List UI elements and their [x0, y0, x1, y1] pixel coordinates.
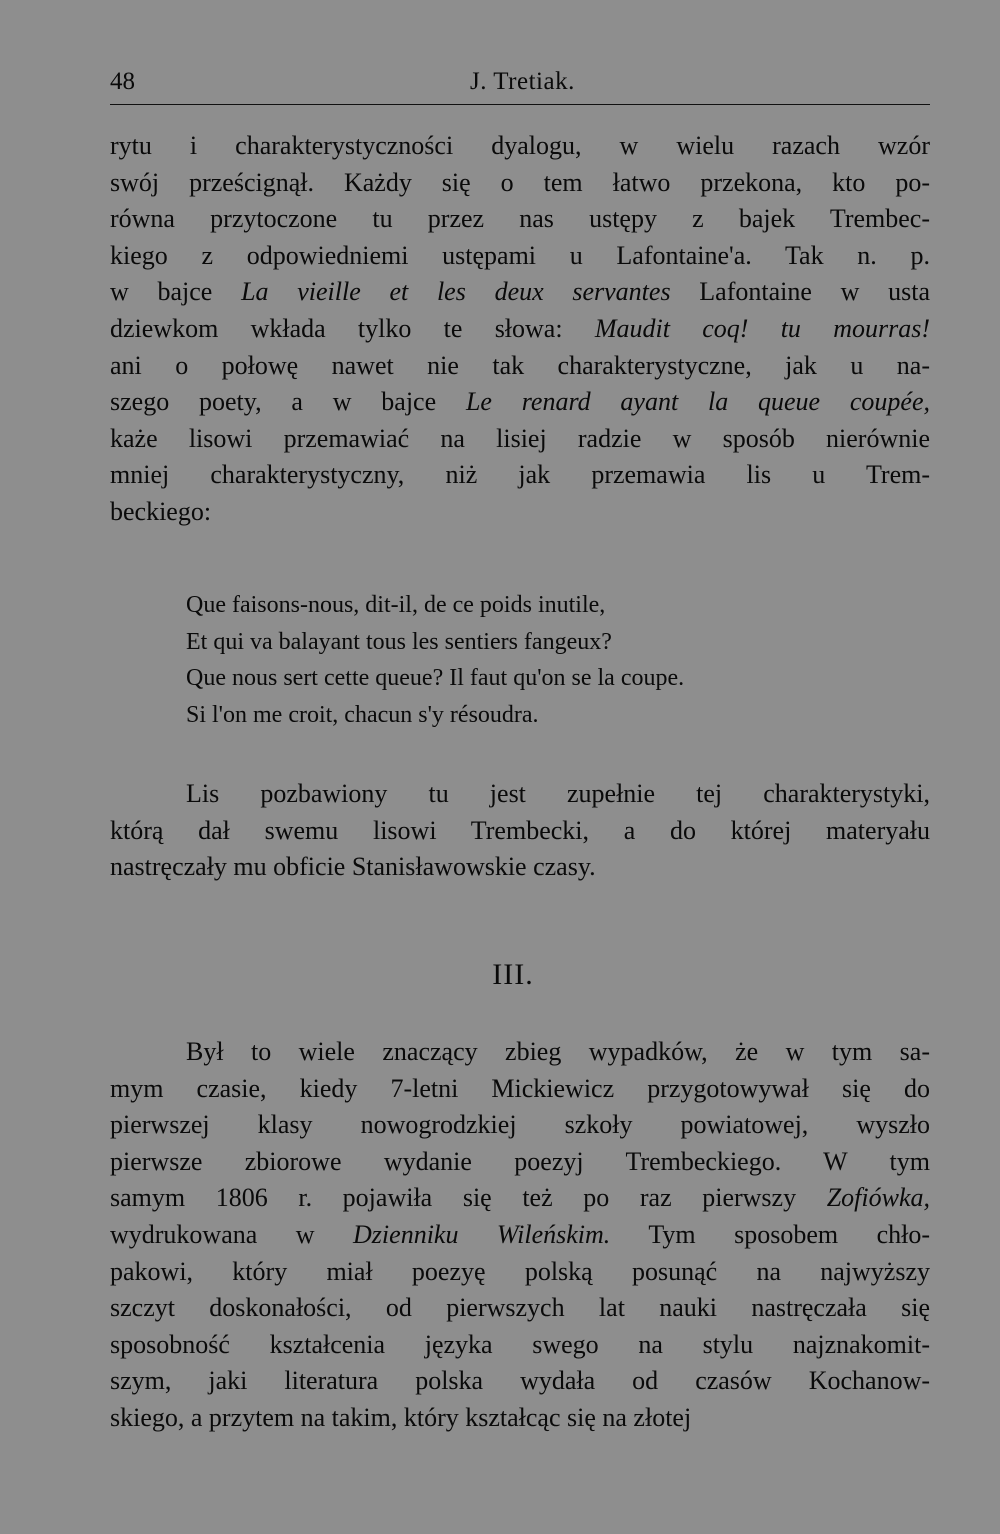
- text-line: Lis pozbawiony tu jest zupełnie tej charakterystyki,: [186, 779, 930, 808]
- text-line: Et qui va balayant tous les sentiers fangeux?: [186, 628, 612, 655]
- italic-title: Maudit coq! tu mourras!: [594, 313, 930, 343]
- text-line: równa przytoczone tu przez nas ustępy z bajek Trembec-: [110, 204, 930, 234]
- text-line: pierwszej klasy nowogrodzkiej szkoły powiatowej, wyszło: [110, 1110, 930, 1140]
- text-line: samym 1806 r. pojawiła się też po raz pierwszy Zofiówka,: [110, 1183, 930, 1213]
- italic-title: Dzienniku Wileńskim.: [353, 1219, 611, 1249]
- text-line: pakowi, który miał poezyę polską posunąć na najwyższy: [110, 1256, 930, 1286]
- section-heading: III.: [492, 958, 534, 991]
- text-line: mym czasie, kiedy 7-letni Mickiewicz przygotowywał się do: [110, 1073, 930, 1103]
- text-line: sposobność kształcenia języka swego na stylu najznakomit-: [110, 1329, 930, 1359]
- header-rule: [110, 104, 930, 105]
- text-line: którą dał swemu lisowi Trembecki, a do której materyału: [110, 815, 930, 845]
- text-line: skiego, a przytem na takim, który kształcąc się na złotej: [110, 1402, 692, 1432]
- text-line: dziewkom wkłada tylko te słowa: Maudit coq! tu mourras!: [110, 313, 930, 343]
- paragraph-3: [110, 1034, 930, 1437]
- text-line: Si l'on me croit, chacun s'y résoudra.: [186, 702, 539, 729]
- text-line: mniej charakterystyczny, niż jak przemawia lis u Trem-: [110, 460, 930, 490]
- text-line: szego poety, a w bajce Le renard ayant la queue coupée,: [110, 387, 930, 417]
- text-line: pierwsze zbiorowe wydanie poezyj Trembeckiego. W tym: [110, 1146, 930, 1176]
- italic-title: Le renard ayant la queue coupée,: [465, 387, 930, 417]
- verse-quotation: [186, 587, 906, 734]
- italic-title: La vieille et les deux servantes: [241, 277, 671, 307]
- paragraph-1: [110, 128, 930, 531]
- text-line: w bajce La vieille et les deux servantes Lafontaine w usta: [110, 277, 930, 307]
- text-line: rytu i charakterystyczności dyalogu, w wielu razach wzór: [110, 131, 930, 160]
- text-line: Był to wiele znaczący zbieg wypadków, że w tym sa-: [186, 1037, 930, 1066]
- italic-title: Zofiówka,: [826, 1183, 930, 1213]
- text-line: szczyt doskonałości, od pierwszych lat nauki nastręczała się: [110, 1293, 930, 1323]
- page-number: 48: [110, 68, 135, 95]
- text-line: każe lisowi przemawiać na lisiej radzie w sposób nierównie: [110, 423, 930, 453]
- text-line: beckiego:: [110, 496, 212, 526]
- page-header: [110, 62, 930, 102]
- text-line: kiego z odpowiedniemi ustępami u Lafontaine'a. Tak n. p.: [110, 240, 930, 270]
- text-line: Que faisons-nous, dit-il, de ce poids inutile,: [186, 592, 606, 618]
- text-line: szym, jaki literatura polska wydała od czasów Kochanow-: [110, 1366, 930, 1396]
- text-line: wydrukowana w Dzienniku Wileńskim. Tym sposobem chło-: [110, 1219, 930, 1249]
- running-title: J. Tretiak.: [470, 68, 575, 95]
- text-line: ani o połowę nawet nie tak charakterystyczne, jak u na-: [110, 350, 930, 380]
- text-line: nastręczały mu obficie Stanisławowskie czasy.: [110, 852, 596, 882]
- text-line: Que nous sert cette queue? Il faut qu'on se la coupe.: [186, 665, 685, 692]
- text-line: swój prześcignął. Każdy się o tem łatwo przekona, kto po-: [110, 167, 930, 197]
- paragraph-2: [110, 776, 930, 886]
